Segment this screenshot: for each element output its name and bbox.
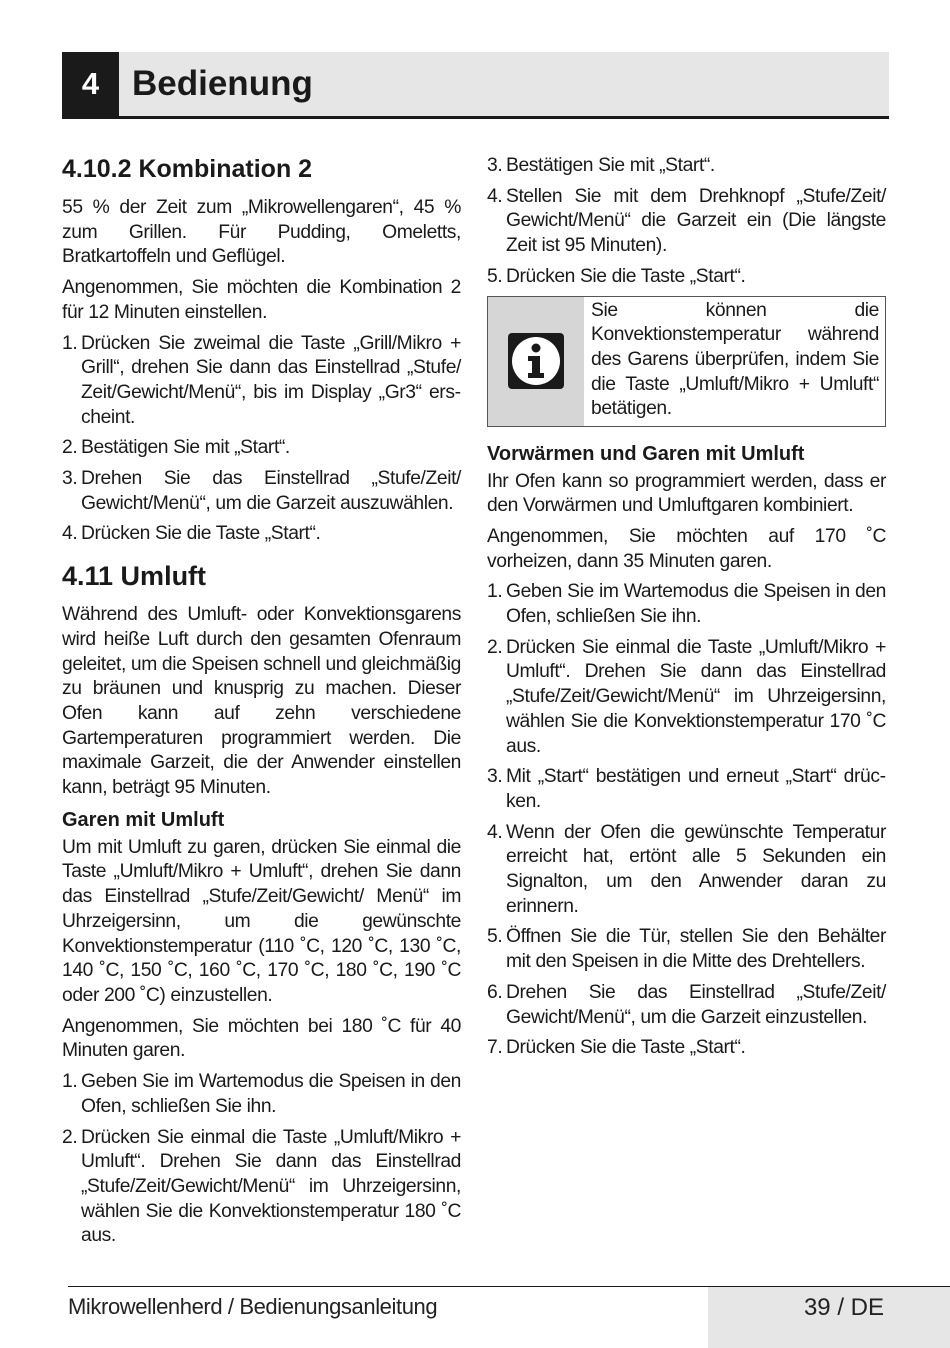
info-icon-cell [488, 297, 584, 426]
paragraph: Um mit Umluft zu garen, drücken Sie einmal die Taste „Umluft/Mikro + Umluft“, drehen Sie dann das Einstellrad „Stufe/Zeit/Gewicht/ Menü“ im Uhrzeigersinn, um die gewünschte Konvektionstemperatur (110 ˚C, 120 ˚C, 130 ˚C, 140 ˚C, 150 ˚C, 160 ˚C, 170 ˚C, 180 ˚C, 190 ˚C oder 200 ˚C) einzustellen. [62, 836, 461, 1006]
info-icon [508, 333, 564, 389]
list-item: 2. Drücken Sie einmal die Taste „Umluft/Mikro + Umluft“. Drehen Sie dann das Einstellrad „Stufe/Zeit/Gewicht/Menü“ im Uhrzeigersinn, wählen Sie die Konvektionstemperatur 170 ˚C aus. [487, 636, 886, 757]
list-item: 4. Drücken Sie die Taste „Start“. [62, 523, 321, 545]
list-item: 2. Drücken Sie einmal die Taste „Umluft/Mikro + Umluft“. Drehen Sie dann das Einstellrad „Stufe/Zeit/Gewicht/Menü“ im Uhrzeigersinn, wählen Sie die Konvektionstemperatur 180 ˚C aus. [62, 1126, 461, 1247]
paragraph: 55 % der Zeit zum „Mikrowellengaren“, 45 % zum Grillen. Für Pudding, Omeletts, Bratkartoffeln und Geflügel. [62, 197, 461, 268]
list-item: 7. Drücken Sie die Taste „Start“. [487, 1037, 746, 1059]
steps-list-garen-mit-umluft [62, 1070, 461, 1249]
list-item: 3. Mit „Start“ bestätigen und erneut „Start“ drücken. [487, 766, 886, 812]
list-item: 1. Drücken Sie zweimal die Taste „Grill/Mikro + Grill“, drehen Sie dann das Einstellrad „Stufe/ Zeit/Gewicht/Menü“, bis im Display „Gr3“ erscheint. [62, 332, 461, 428]
info-box [487, 296, 886, 427]
paragraph: Angenommen, Sie möchten bei 180 ˚C für 40 Minuten garen. [62, 1015, 461, 1062]
subsection-title-vorwaermen: Vorwärmen und Garen mit Umluft [487, 442, 805, 465]
section-title-kombination-2: 4.10.2 Kombination 2 [62, 155, 313, 183]
steps-list-kombination-2 [62, 332, 461, 548]
info-text: Sie können die Konvektionstemperatur während des Garens überprüfen, indem Sie die Taste „Umluft/Mikro + Umluft“ betätigen. [591, 299, 879, 420]
page-number: 39 / DE [803, 1294, 884, 1321]
steps-list-vorwaermen [487, 580, 886, 1061]
list-item: 5. Öffnen Sie die Tür, stellen Sie den Behälter mit den Speisen in die Mitte des Drehtellers. [487, 926, 886, 973]
list-item: 3. Drehen Sie das Einstellrad „Stufe/Zeit/ Gewicht/Menü“, um die Garzeit auszuwählen. [62, 468, 461, 514]
list-item: 5. Drücken Sie die Taste „Start“. [487, 265, 746, 287]
left-column [62, 152, 461, 1255]
section-title-umluft: 4.11 Umluft [62, 561, 207, 592]
paragraph: Angenommen, Sie möchten auf 170 ˚C vorheizen, dann 35 Minuten garen. [487, 525, 886, 572]
chapter-number: 4 [62, 52, 119, 116]
chapter-title: Bedienung [132, 64, 313, 103]
list-item: 4. Wenn der Ofen die gewünschte Temperatur erreicht hat, ertönt alle 5 Sekunden ein Signalton, um den Anwender daran zu erinnern. [487, 821, 886, 917]
paragraph: Während des Umluft- oder Konvektionsgarens wird heiße Luft durch den gesamten Ofenraum geleitet, um die Speisen schnell und gleichmäßig zu bräunen und knusprig zu machen. Dieser Ofen kann auf zehn verschiedene Gartemperaturen programmiert werden. Die maximale Garzeit, die der Anwender einstellen kann, beträgt 95 Minuten. [62, 604, 461, 799]
list-item: 1. Geben Sie im Wartemodus die Speisen in den Ofen, schließen Sie ihn. [487, 581, 886, 628]
list-item: 6. Drehen Sie das Einstellrad „Stufe/Zeit/ Gewicht/Menü“, um die Garzeit einzustellen. [487, 981, 886, 1028]
steps-list-continued [487, 154, 886, 290]
chapter-header [62, 52, 889, 119]
list-item: 4. Stellen Sie mit dem Drehknopf „Stufe/Zeit/ Gewicht/Menü“ die Garzeit ein (Die längste Zeit ist 95 Minuten). [487, 185, 886, 257]
list-item: 1. Geben Sie im Wartemodus die Speisen in den Ofen, schließen Sie ihn. [62, 1071, 461, 1117]
subsection-title-garen-mit-umluft: Garen mit Umluft [62, 808, 225, 831]
footer-document-title: Mikrowellenherd / Bedienungsanleitung [68, 1294, 438, 1319]
paragraph: Angenommen, Sie möchten die Kombination 2 für 12 Minuten einstellen. [62, 277, 461, 323]
paragraph: Ihr Ofen kann so programmiert werden, dass er den Vorwärmen und Umluftgaren kombiniert. [487, 470, 886, 517]
list-item: 3. Bestätigen Sie mit „Start“. [487, 155, 715, 176]
right-column [487, 154, 886, 1067]
list-item: 2. Bestätigen Sie mit „Start“. [62, 437, 290, 459]
